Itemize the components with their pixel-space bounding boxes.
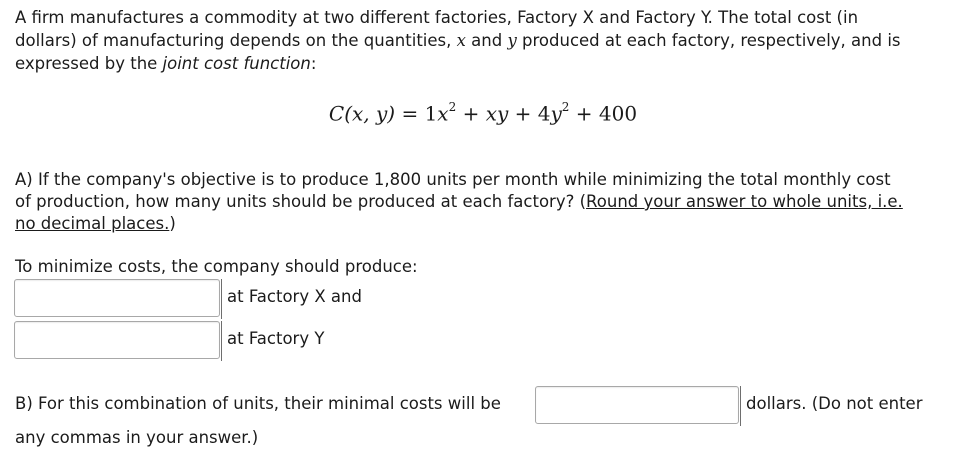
input-divider	[221, 321, 222, 361]
formula-var: x	[437, 101, 449, 126]
factory-y-label: at Factory Y	[227, 329, 325, 348]
cost-function-formula	[0, 95, 966, 128]
formula-part: + 4	[508, 101, 551, 126]
formula-var: y	[550, 101, 562, 126]
intro-text: and	[465, 31, 508, 50]
intro-text: :	[310, 54, 317, 73]
joint-cost-term: joint cost function	[162, 54, 311, 73]
factory-x-label: at Factory X and	[227, 287, 362, 306]
minimize-prompt: To minimize costs, the company should produce:	[15, 257, 418, 276]
dollars-label: dollars. (Do not enter	[746, 394, 923, 413]
factory-x-input[interactable]	[14, 279, 220, 317]
rounding-instruction: no decimal places.	[15, 214, 170, 233]
minimal-cost-input[interactable]	[535, 386, 739, 424]
intro-line-2	[15, 29, 950, 52]
part-a-text: of production, how many units should be produced at each factory? (	[15, 192, 587, 211]
input-divider	[221, 279, 222, 319]
part-a-line-3	[15, 213, 950, 235]
formula-part: +	[456, 101, 486, 126]
part-a-line-1: A) If the company's objective is to produce 1,800 units per month while minimizing the total monthly cost	[15, 170, 891, 189]
formula-var: xy	[485, 101, 509, 126]
intro-line-3	[15, 52, 950, 75]
variable-x: x	[456, 31, 466, 50]
formula-part: = 1	[395, 101, 438, 126]
formula-exponent: 2	[448, 100, 457, 114]
formula-lhs: C(x, y)	[328, 101, 396, 126]
formula-part: + 400	[569, 101, 638, 126]
part-a-question	[15, 169, 950, 235]
intro-text: dollars) of manufacturing depends on the quantities,	[15, 31, 457, 50]
part-b-question: B) For this combination of units, their minimal costs will be	[15, 394, 501, 413]
input-divider	[740, 386, 741, 426]
variable-y: y	[507, 31, 517, 50]
intro-text: expressed by the	[15, 54, 163, 73]
part-a-text: )	[169, 214, 176, 233]
part-a-line-2	[15, 191, 950, 213]
part-b-note: any commas in your answer.)	[15, 428, 259, 447]
formula-exponent: 2	[561, 100, 570, 114]
factory-y-input[interactable]	[14, 321, 220, 359]
problem-intro	[15, 6, 950, 75]
intro-line-1: A firm manufactures a commodity at two different factories, Factory X and Factory Y. The total cost (in	[15, 8, 859, 27]
rounding-instruction: Round your answer to whole units, i.e.	[586, 192, 903, 211]
intro-text: produced at each factory, respectively, and is	[516, 31, 901, 50]
